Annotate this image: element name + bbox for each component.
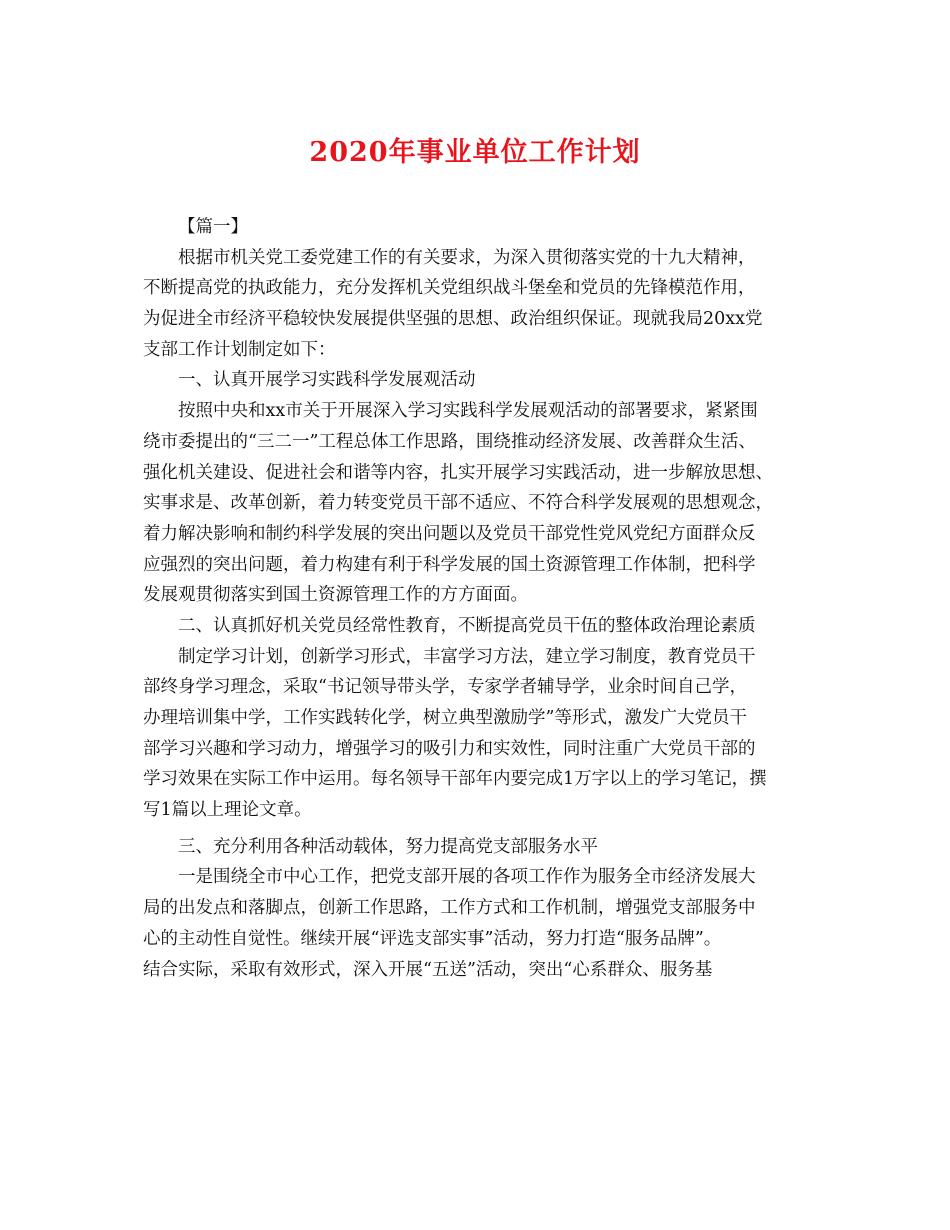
intro-line: 为促进全市经济平稳较快发展提供坚强的思想、政治组织保证。现就我局20xx党 — [143, 309, 763, 330]
document-title: 2020年事业单位工作计划 — [309, 137, 641, 168]
section-heading-2: 二、认真抓好机关党员经常性教育，不断提高党员干伍的整体政治理论素质 — [178, 615, 756, 636]
paragraph-line: 应强烈的突出问题，着力构建有利于科学发展的国土资源管理工作体制，把科学 — [143, 554, 756, 575]
paragraph-line: 办理培训集中学，工作实践转化学，树立典型激励学”等形式，激发广大党员干 — [143, 708, 747, 728]
paragraph-line: 绕市委提出的“三二一”工程总体工作思路，围绕推动经济发展、改善群众生活、 — [143, 431, 756, 452]
paragraph-line: 制定学习计划，创新学习形式，丰富学习方法，建立学习制度，教育党员干 — [178, 646, 756, 667]
section-heading-3: 三、充分利用各种活动载体，努力提高党支部服务水平 — [178, 836, 598, 857]
paragraph-line: 结合实际，采取有效形式，深入开展“五送”活动，突出“心系群众、服务基 — [143, 959, 713, 980]
document-body — [143, 212, 813, 985]
intro-line: 不断提高党的执政能力，充分发挥机关党组织战斗堡垒和党员的先锋模范作用， — [143, 278, 756, 299]
paragraph-line: 部终身学习理念，采取“书记领导带头学，专家学者辅导学，业余时间自己学， — [143, 677, 747, 698]
paragraph-line: 心的主动性自觉性。继续开展“评选支部实事”活动，努力打造“服务品牌”。 — [143, 928, 722, 949]
paragraph-line: 一是围绕全市中心工作，把党支部开展的各项工作作为服务全市经济发展大 — [178, 867, 756, 888]
paragraph-line: 写1篇以上理论文章。 — [143, 800, 312, 821]
intro-line: 根据市机关党工委党建工作的有关要求，为深入贯彻落实党的十九大精神， — [178, 247, 756, 268]
intro-line: 支部工作计划制定如下： — [143, 339, 336, 360]
paragraph-line: 着力解决影响和制约科学发展的突出问题以及党员干部党性党风党纪方面群众反 — [143, 523, 756, 544]
paragraph-line: 强化机关建设、促进社会和谐等内容，扎实开展学习实践活动，进一步解放思想、 — [143, 462, 773, 483]
paragraph-line: 局的出发点和落脚点，创新工作思路，工作方式和工作机制，增强党支部服务中 — [143, 898, 756, 919]
paragraph-line: 按照中央和xx市关于开展深入学习实践科学发展观活动的部署要求，紧紧围 — [178, 401, 758, 422]
paragraph-line: 部学习兴趣和学习动力，增强学习的吸引力和实效性，同时注重广大党员干部的 — [143, 738, 756, 759]
section-label: 【篇一】 — [178, 217, 248, 237]
paragraph-line: 发展观贯彻落实到国土资源管理工作的方方面面。 — [143, 585, 528, 606]
paragraph-line: 学习效果在实际工作中运用。每名领导干部年内要完成1万字以上的学习笔记，撰 — [143, 769, 767, 790]
section-heading-1: 一、认真开展学习实践科学发展观活动 — [178, 370, 476, 391]
paragraph-line: 实事求是、改革创新，着力转变党员干部不适应、不符合科学发展观的思想观念， — [143, 493, 773, 514]
